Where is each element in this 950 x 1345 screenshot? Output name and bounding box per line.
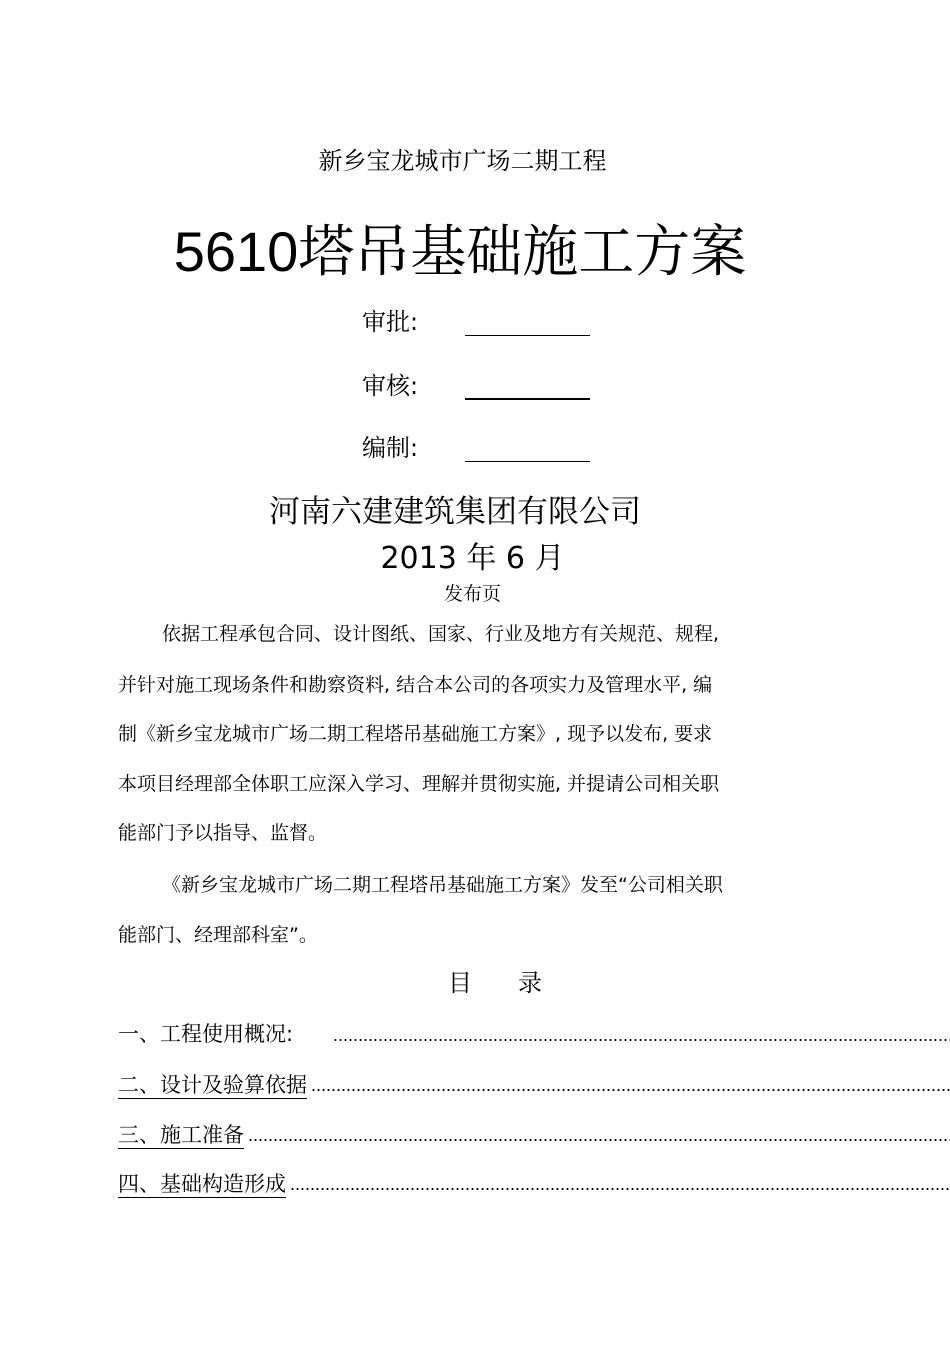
toc-heading <box>0 967 950 999</box>
paragraph-line: 并针对施工现场条件和勘察资料, 结合本公司的各项实力及管理水平, 编 <box>118 674 713 696</box>
compile-signature-line <box>465 461 590 462</box>
paragraph-line: 能部门予以指导、监督。 <box>118 822 328 844</box>
review-label: 审核: <box>362 372 419 400</box>
toc-leader-dots <box>333 1037 950 1043</box>
paragraph-line: 《新乡宝龙城市广场二期工程塔吊基础施工方案》发至“公司相关职 <box>162 874 723 896</box>
toc-heading-right: 录 <box>518 969 542 997</box>
company-name: 河南六建建筑集团有限公司 <box>269 494 641 530</box>
toc-entry-label: 三、施工准备 <box>118 1123 244 1147</box>
document-title: 5610塔吊基础施工方案 <box>173 220 747 283</box>
toc-entry-2[interactable] <box>118 1069 950 1099</box>
issue-date: 2013 年 6 月 <box>380 541 565 576</box>
approval-signature-line <box>465 335 590 336</box>
paragraph-line: 能部门、经理部科室”。 <box>118 924 318 946</box>
toc-entry-3[interactable] <box>118 1119 950 1149</box>
toc-entry-label: 四、基础构造形成 <box>118 1172 286 1196</box>
compile-label: 编制: <box>362 434 419 462</box>
paragraph-line: 本项目经理部全体职工应深入学习、理解并贯彻实施, 并提请公司相关职 <box>118 773 720 795</box>
review-signature-line <box>465 398 590 400</box>
toc-entry-label: 二、设计及验算依据 <box>118 1073 307 1097</box>
toc-entry-1[interactable] <box>118 1019 950 1049</box>
paragraph-line: 依据工程承包合同、设计图纸、国家、行业及地方有关规范、规程, <box>162 623 720 645</box>
project-title: 新乡宝龙城市广场二期工程 <box>318 147 607 175</box>
toc-heading-left: 目 <box>448 969 472 997</box>
toc-leader-dots <box>311 1087 950 1093</box>
toc-leader-dots <box>248 1137 950 1143</box>
toc-leader-dots <box>290 1186 950 1192</box>
paragraph-line: 制《新乡宝龙城市广场二期工程塔吊基础施工方案》, 现予以发布, 要求 <box>118 723 713 745</box>
toc-entry-label: 一、工程使用概况: <box>118 1022 294 1046</box>
release-page-heading: 发布页 <box>443 583 501 605</box>
toc-entry-4[interactable] <box>118 1168 950 1198</box>
approval-label: 审批: <box>362 308 419 336</box>
